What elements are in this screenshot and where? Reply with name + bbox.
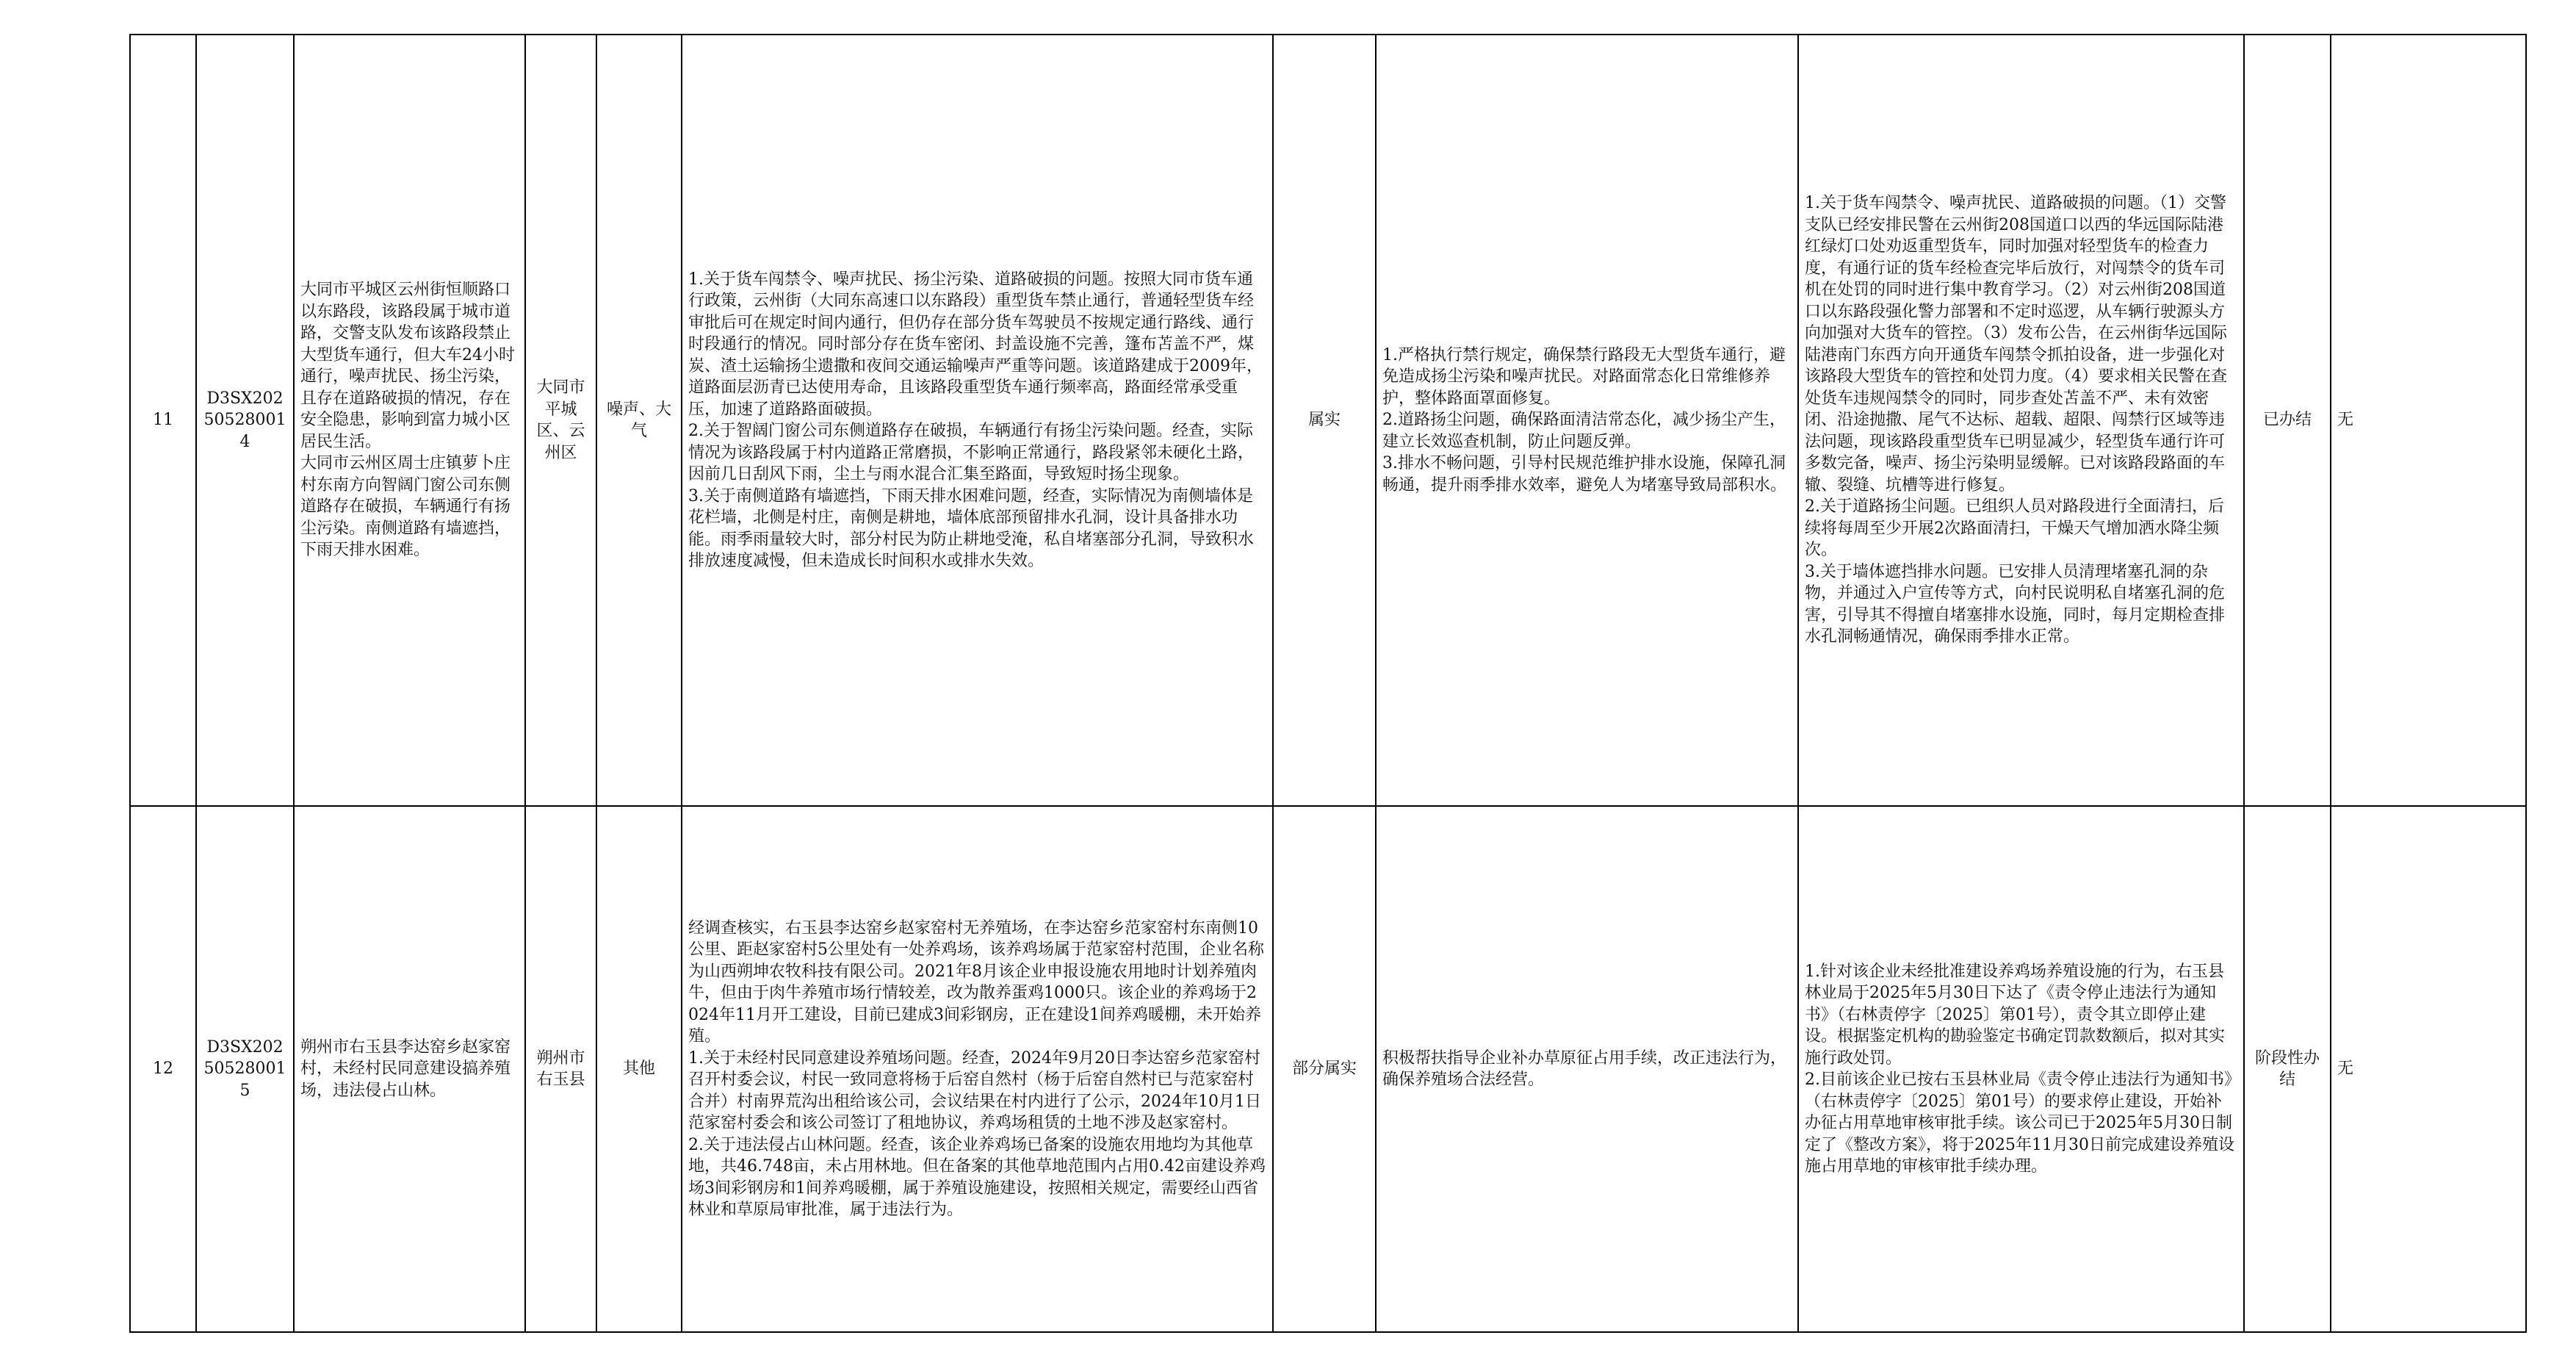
row-number: 12 <box>130 806 196 1332</box>
table-row <box>130 806 2526 1332</box>
completion-status: 已办结 <box>2244 35 2331 806</box>
investigation-paragraph: 经调查核实，右玉县李达窑乡赵家窑村无养殖场，在李达窑乡范家窑村东南侧10公里、距赵家窑村5公里处有一处养鸡场，该养鸡场属于范家窑村范围，企业名称为山西朔坤农牧科技有限公司。2021年8月该企业申报设施农用地时计划养殖肉牛，但由于肉牛养殖市场行情较差，改为散养蛋鸡1000只。该企业的养鸡场于2024年11月开工建设，目前已建成3间彩钢房，正在建设1间养鸡暖棚，未开始养殖。 <box>688 918 1264 1046</box>
location: 大同市平城区、云州区 <box>525 35 596 806</box>
completion-status: 阶段性办结 <box>2244 806 2331 1332</box>
investigation-result <box>682 35 1273 806</box>
case-code: D3SX202505280014 <box>196 35 294 806</box>
investigation-paragraph: 1.关于未经村民同意建设养殖场问题。经查，2024年9月20日李达窑乡范家窑村召开村委会议，村民一致同意将杨于后窑自然村（杨于后窑自然村已与范家窑村合并）村南界荒沟出租给该公司，会议结果在村内进行了公示，2024年10月1日范家窑村委会和该公司签订了租地协议，养鸡场租赁的土地不涉及赵家窑村。 <box>688 1048 1261 1132</box>
measure-paragraph: 2.道路扬尘问题，确保路面清洁常态化，减少扬尘产生，建立长效巡查机制，防止问题反弹。 <box>1382 411 1786 451</box>
measure-paragraph: 3.排水不畅问题，引导村民规范维护排水设施，保障孔洞畅通，提升雨季排水效率，避免人为堵塞导致局部积水。 <box>1382 454 1787 494</box>
rectification-paragraph: 2.关于道路扬尘问题。已组织人员对路段进行全面清扫，后续将每周至少开展2次路面清扫，干燥天气增加洒水降尘频次。 <box>1805 497 2224 560</box>
case-code: D3SX202505280015 <box>196 806 294 1332</box>
rectification-paragraph: 2.目前该企业已按右玉县林业局《责令停止违法行为通知书》（右林责停字〔2025〕第01号）的要求停止建设，开始补办征占用草地审核审批手续。该公司已于2025年5月30日制定了《整改方案》，将于2025年11月30日前完成建设养殖设施占用草地的审核审批手续办理。 <box>1805 1071 2234 1176</box>
investigation-paragraph: 2.关于违法侵占山林问题。经查，该企业养鸡场已备案的设施农用地均为其他草地，共46.748亩，未占用林地。但在备案的其他草地范围内占用0.42亩建设养鸡场3间彩钢房和1间养鸡暖棚，属于养殖设施建设，按照相关规定，需要经山西省林业和草原局审批准，属于违法行为。 <box>688 1135 1266 1219</box>
investigation-paragraph: 2.关于智阔门窗公司东侧道路存在破损，车辆通行有扬尘污染问题。经查，实际情况为该路段属于村内道路正常磨损，不影响正常通行，路段紧邻未硬化土路，因前几日刮风下雨，尘土与雨水混合汇集至路面，导致短时扬尘现象。 <box>688 422 1255 483</box>
rectification-status <box>1798 35 2244 806</box>
complaint-paragraph: 朔州市右玉县李达窑乡赵家窑村，未经村民同意建设搞养殖场，违法侵占山林。 <box>300 1037 511 1100</box>
verdict: 部分属实 <box>1273 806 1376 1332</box>
rectification-status <box>1798 806 2244 1332</box>
table-row <box>130 35 2526 806</box>
pollution-type: 噪声、大气 <box>596 35 682 806</box>
investigation-result <box>682 806 1273 1332</box>
accountability: 无 <box>2331 35 2526 806</box>
verdict: 属实 <box>1273 35 1376 806</box>
handling-measures <box>1376 806 1798 1332</box>
complaint-content <box>294 806 525 1332</box>
accountability: 无 <box>2331 806 2526 1332</box>
complaint-paragraph: 大同市云州区周士庄镇萝卜庄村东南方向智阔门窗公司东侧道路存在破损，车辆通行有扬尘污染。南侧道路有墙遮挡，下雨天排水困难。 <box>300 454 511 560</box>
complaint-paragraph: 大同市平城区云州街恒顺路口以东路段，该路段属于城市道路，交警支队发布该路段禁止大型货车通行，但大车24小时通行，噪声扰民、扬尘污染，且存在道路破损的情况，存在安全隐患，影响到富力城小区居民生活。 <box>300 281 515 451</box>
measure-paragraph: 1.严格执行禁行规定，确保禁行路段无大型货车通行，避免造成扬尘污染和噪声扰民。对路面常态化日常维修养护，整体路面罩面修复。 <box>1382 345 1786 408</box>
complaint-content <box>294 35 525 806</box>
investigation-paragraph: 3.关于南侧道路有墙遮挡，下雨天排水困难问题，经查，实际情况为南侧墙体是花栏墙，北侧是村庄，南侧是耕地，墙体底部预留排水孔洞，设计具备排水功能。雨季雨量较大时，部分村民为防止耕地受淹，私自堵塞部分孔洞，导致积水排放速度减慢，但未造成长时间积水或排水失效。 <box>688 486 1255 570</box>
handling-measures <box>1376 35 1798 806</box>
rectification-paragraph: 1.关于货车闯禁令、噪声扰民、道路破损的问题。（1）交警支队已经安排民警在云州街208国道口以西的华远国际陆港红绿灯口处劝返重型货车，同时加强对轻型货车的检查力度，有通行证的货车经检查完毕后放行，对闯禁令的货车司机在处罚的同时进行集中教育学习。（2）对云州街208国道口以东路段强化警力部署和不定时巡逻，从车辆行驶源头方向加强对大货车的管控。（3）发布公告，在云州街华远国际陆港南门东西方向开通货车闯禁令抓拍设备，进一步强化对该路段大型货车的管控和处罚力度。（4）要求相关民警在查处货车违规闯禁令的同时，同步查处苫盖不严、未有效密闭、沿途抛撒、尾气不达标、超载、超限、闯禁行区域等违法问题，现该路段重型货车已明显减少，轻型货车通行许可多数完备，噪声、扬尘污染明显缓解。已对该路段路面的车辙、裂缝、坑槽等进行修复。 <box>1805 194 2227 494</box>
pollution-type: 其他 <box>596 806 682 1332</box>
rectification-paragraph: 1.针对该企业未经批准建设养鸡场养殖设施的行为，右玉县林业局于2025年5月30日下达了《责令停止违法行为通知书》（右林责停字〔2025〕第01号），责令其立即停止建设。根据鉴定机构的勘验鉴定书确定罚款数额后，拟对其实施行政处罚。 <box>1805 962 2226 1068</box>
complaint-table <box>129 34 2527 1333</box>
investigation-paragraph: 1.关于货车闯禁令、噪声扰民、扬尘污染、道路破损的问题。按照大同市货车通行政策，云州街（大同东高速口以东路段）重型货车禁止通行，普通轻型货车经审批后可在规定时间内通行，但仍存在部分货车驾驶员不按规定通行路线、通行时段通行的情况。同时部分存在货车密闭、封盖设施不完善，篷布苫盖不严，煤炭、渣土运输扬尘遗撒和夜间交通运输噪声严重等问题。该道路建成于2009年，道路面层沥青已达使用寿命，且该路段重型货车通行频率高，路面经常承受重压，加速了道路路面破损。 <box>688 270 1263 419</box>
rectification-paragraph: 3.关于墙体遮挡排水问题。已安排人员清理堵塞孔洞的杂物，并通过入户宣传等方式，向村民说明私自堵塞孔洞的危害，引导其不得擅自堵塞排水设施，同时，每月定期检查排水孔洞畅通情况，确保雨季排水正常。 <box>1805 562 2226 647</box>
location: 朔州市右玉县 <box>525 806 596 1332</box>
row-number: 11 <box>130 35 196 806</box>
measure-paragraph: 积极帮扶指导企业补办草原征占用手续，改正违法行为，确保养殖场合法经营。 <box>1382 1048 1787 1089</box>
